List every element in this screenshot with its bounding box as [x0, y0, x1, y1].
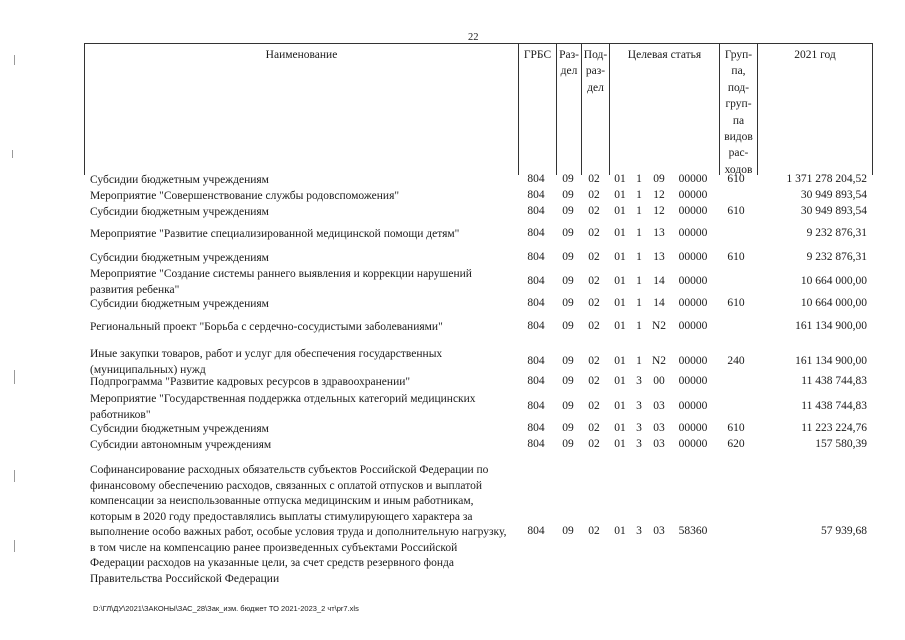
row-vr: 610 — [727, 251, 745, 263]
row-grbs: 804 — [527, 375, 545, 387]
row-t2: 1 — [636, 205, 642, 217]
row-grbs: 804 — [527, 525, 545, 537]
row-amt: 9 232 876,31 — [806, 251, 867, 263]
row-pod: 02 — [588, 227, 600, 239]
row-t2: 3 — [636, 375, 642, 387]
row-grbs: 804 — [527, 227, 545, 239]
header-vr: Груп- па, под- груп- па видов рас- ходов — [720, 44, 758, 175]
row-name: Мероприятие "Создание системы раннего выявления и коррекции нарушений развития ребенка" — [90, 268, 472, 296]
row-name: Субсидии автономным учреждениям — [90, 439, 272, 451]
row-t4: 00000 — [678, 173, 708, 185]
row-name: Мероприятие "Развитие специализированной медицинской помощи детям" — [90, 228, 460, 240]
row-grbs: 804 — [527, 320, 545, 332]
row-pod: 02 — [588, 355, 600, 367]
row-pod: 02 — [588, 375, 600, 387]
row-amt: 161 134 900,00 — [795, 355, 867, 367]
row-t3: 03 — [653, 438, 665, 450]
header-year: 2021 год — [794, 49, 836, 61]
row-t1: 01 — [614, 173, 626, 185]
row-amt: 30 949 893,54 — [800, 205, 867, 217]
row-razd: 09 — [562, 375, 574, 387]
row-t3: 03 — [653, 422, 665, 434]
row-grbs: 804 — [527, 173, 545, 185]
row-t4: 00000 — [678, 422, 708, 434]
row-razd: 09 — [562, 205, 574, 217]
page-number: 22 — [468, 32, 479, 43]
row-pod: 02 — [588, 173, 600, 185]
row-grbs: 804 — [527, 275, 545, 287]
row-amt: 10 664 000,00 — [800, 275, 867, 287]
row-pod: 02 — [588, 525, 600, 537]
row-amt: 157 580,39 — [815, 438, 867, 450]
row-name: Мероприятие "Совершенствование службы родовспоможения" — [90, 190, 400, 202]
row-amt: 9 232 876,31 — [806, 227, 867, 239]
row-razd: 09 — [562, 320, 574, 332]
row-t2: 3 — [636, 438, 642, 450]
row-t1: 01 — [614, 355, 626, 367]
row-pod: 02 — [588, 320, 600, 332]
row-pod: 02 — [588, 189, 600, 201]
row-t3: 13 — [653, 227, 665, 239]
row-grbs: 804 — [527, 438, 545, 450]
row-t4: 00000 — [678, 227, 708, 239]
row-t4: 00000 — [678, 189, 708, 201]
row-vr: 610 — [727, 173, 745, 185]
row-t3: 03 — [653, 525, 665, 537]
margin-mark — [14, 540, 15, 552]
row-t2: 1 — [636, 173, 642, 185]
row-t3: N2 — [651, 355, 667, 367]
row-t1: 01 — [614, 275, 626, 287]
row-pod: 02 — [588, 297, 600, 309]
row-amt: 11 438 744,83 — [801, 375, 867, 387]
row-amt: 11 223 224,76 — [801, 422, 867, 434]
row-amt: 161 134 900,00 — [795, 320, 867, 332]
row-razd: 09 — [562, 355, 574, 367]
row-t4: 00000 — [678, 400, 708, 412]
row-grbs: 804 — [527, 400, 545, 412]
row-t3: 12 — [653, 205, 665, 217]
row-t3: 03 — [653, 400, 665, 412]
row-t3: 14 — [653, 275, 665, 287]
row-t2: 1 — [636, 189, 642, 201]
row-t1: 01 — [614, 189, 626, 201]
row-pod: 02 — [588, 422, 600, 434]
row-name: Софинансирование расходных обязательств субъектов Российской Федерации по финансовому обеспечению расходов, связанных с оплатой отпусков и выплатой компенсации за неиспользованные отпуска медицинским и иным работникам, которым в 2020 году предоставлялись выплаты стимулирующего характера за выполнение особо важных работ, особые условия труда и дополнительную нагрузку, в том числе на компенсацию ранее произведенных субъектами Российской Федерации расходов на указанные цели, за счет средств резервного фонда Правительства Российской Федерации — [90, 464, 507, 585]
row-vr: 610 — [727, 297, 745, 309]
row-name: Региональный проект "Борьба с сердечно-сосудистыми заболеваниями" — [90, 321, 443, 333]
header-name: Наименование — [85, 44, 519, 175]
row-pod: 02 — [588, 205, 600, 217]
row-t4: 00000 — [678, 205, 708, 217]
row-t4: 58360 — [678, 525, 708, 537]
row-pod: 02 — [588, 251, 600, 263]
margin-mark — [14, 370, 15, 384]
row-t1: 01 — [614, 400, 626, 412]
row-pod: 02 — [588, 275, 600, 287]
row-t2: 1 — [636, 355, 642, 367]
row-grbs: 804 — [527, 205, 545, 217]
row-t4: 00000 — [678, 375, 708, 387]
row-t2: 3 — [636, 422, 642, 434]
margin-mark — [12, 150, 13, 158]
table-header — [84, 43, 873, 175]
row-t2: 1 — [636, 227, 642, 239]
row-t2: 1 — [636, 251, 642, 263]
row-t2: 3 — [636, 400, 642, 412]
row-t3: 14 — [653, 297, 665, 309]
row-razd: 09 — [562, 422, 574, 434]
footer-file-path: D:\ГЛ\ДУ\2021\ЗАКОНЫ\ЗАС_28\Зак_изм. бюджет ТО 2021-2023_2 чт\pr7.xls — [93, 604, 359, 613]
row-t4: 00000 — [678, 275, 708, 287]
row-vr: 240 — [727, 355, 745, 367]
row-amt: 57 939,68 — [821, 525, 867, 537]
row-t1: 01 — [614, 438, 626, 450]
row-t1: 01 — [614, 297, 626, 309]
row-t4: 00000 — [678, 297, 708, 309]
row-razd: 09 — [562, 525, 574, 537]
row-vr: 610 — [727, 205, 745, 217]
row-name: Субсидии бюджетным учреждениям — [90, 423, 269, 435]
row-amt: 30 949 893,54 — [800, 189, 867, 201]
row-amt: 10 664 000,00 — [800, 297, 867, 309]
row-razd: 09 — [562, 189, 574, 201]
row-t2: 1 — [636, 275, 642, 287]
row-name: Субсидии бюджетным учреждениям — [90, 174, 269, 186]
row-razd: 09 — [562, 227, 574, 239]
row-t1: 01 — [614, 525, 626, 537]
row-t2: 3 — [636, 525, 642, 537]
row-name: Иные закупки товаров, работ и услуг для обеспечения государственных (муниципальных) нужд — [90, 348, 443, 376]
row-pod: 02 — [588, 400, 600, 412]
row-grbs: 804 — [527, 297, 545, 309]
row-vr: 620 — [727, 438, 745, 450]
row-razd: 09 — [562, 297, 574, 309]
row-grbs: 804 — [527, 355, 545, 367]
row-t3: 09 — [653, 173, 665, 185]
row-t3: 00 — [653, 375, 665, 387]
row-t3: 13 — [653, 251, 665, 263]
row-name: Подпрограмма "Развитие кадровых ресурсов в здравоохранении" — [90, 376, 411, 388]
row-t1: 01 — [614, 251, 626, 263]
row-t1: 01 — [614, 320, 626, 332]
row-t4: 00000 — [678, 320, 708, 332]
row-t4: 00000 — [678, 355, 708, 367]
row-t1: 01 — [614, 205, 626, 217]
row-t1: 01 — [614, 375, 626, 387]
row-name: Субсидии бюджетным учреждениям — [90, 206, 269, 218]
header-podrazdel: Под- раз- дел — [582, 44, 610, 175]
row-t2: 1 — [636, 320, 642, 332]
row-t1: 01 — [614, 422, 626, 434]
row-amt: 1 371 278 204,52 — [786, 173, 867, 185]
row-razd: 09 — [562, 275, 574, 287]
row-pod: 02 — [588, 438, 600, 450]
row-grbs: 804 — [527, 189, 545, 201]
row-t2: 1 — [636, 297, 642, 309]
row-name: Мероприятие "Государственная поддержка отдельных категорий медицинских работников" — [90, 393, 476, 421]
row-t4: 00000 — [678, 438, 708, 450]
margin-mark — [14, 55, 15, 65]
row-amt: 11 438 744,83 — [801, 400, 867, 412]
row-t1: 01 — [614, 227, 626, 239]
row-t3: N2 — [651, 320, 667, 332]
row-razd: 09 — [562, 173, 574, 185]
row-name: Субсидии бюджетным учреждениям — [90, 252, 269, 264]
header-target-article: Целевая статья — [610, 44, 720, 175]
row-razd: 09 — [562, 251, 574, 263]
row-grbs: 804 — [527, 422, 545, 434]
row-razd: 09 — [562, 400, 574, 412]
margin-mark — [14, 470, 15, 482]
row-t4: 00000 — [678, 251, 708, 263]
row-grbs: 804 — [527, 251, 545, 263]
row-vr: 610 — [727, 422, 745, 434]
header-grbs: ГРБС — [519, 44, 557, 175]
header-razdel: Раз- дел — [557, 44, 582, 175]
row-razd: 09 — [562, 438, 574, 450]
row-t3: 12 — [653, 189, 665, 201]
row-name: Субсидии бюджетным учреждениям — [90, 298, 269, 310]
